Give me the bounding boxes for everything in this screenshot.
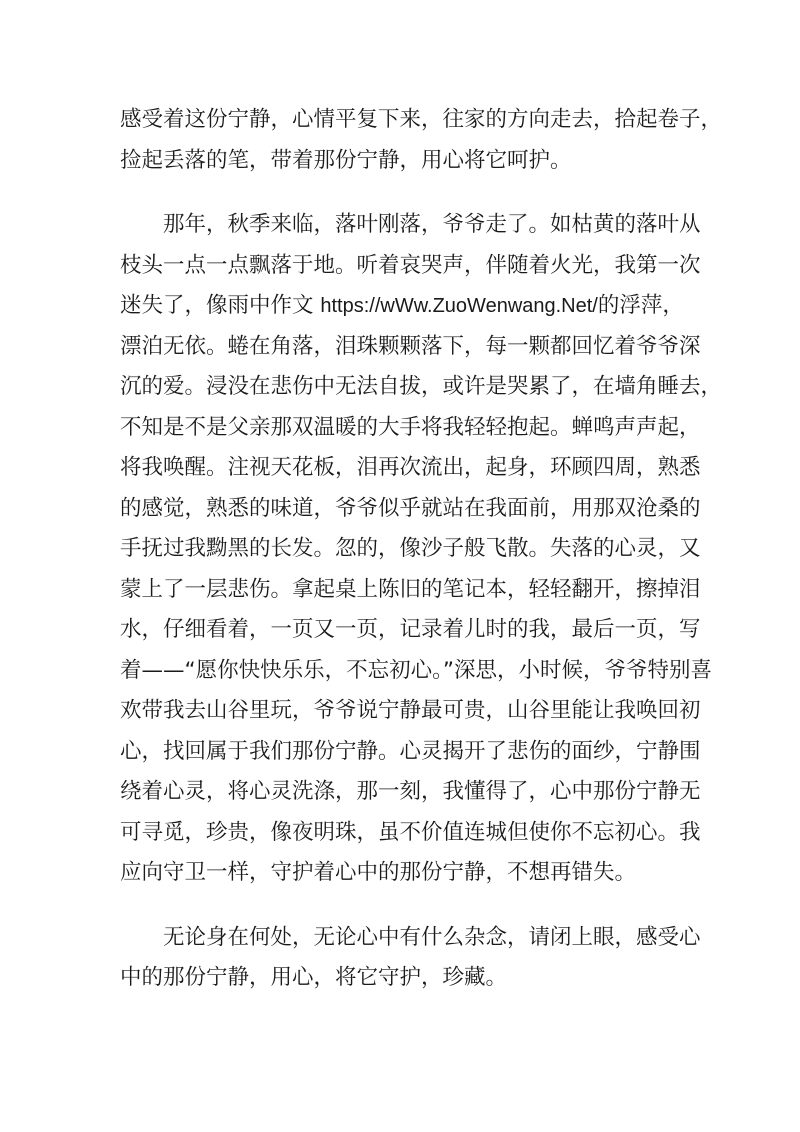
text-line-with-url [120,286,682,327]
url-line-prefix: 迷失了，像雨中作文 [120,293,321,318]
text-line: 中的那份宁静，用心，将它守护，珍藏。 [120,965,508,990]
text-line: 蒙上了一层悲伤。拿起桌上陈旧的笔记本，轻轻翻开，擦掉泪 [120,576,701,602]
text-line: 可寻觅，珍贵，像夜明珠，虽不价值连城但使你不忘初心。我 [120,819,701,845]
text-line: 手抚过我黝黑的长发。忽的，像沙子般飞散。失落的心灵，又 [120,536,701,561]
text-line: 无论身在何处，无论心中有什么杂念，请闭上眼，感受心 [163,924,701,950]
text-line: 应向守卫一样，守护着心中的那份宁静，不想再错失。 [120,860,637,885]
paragraph-gap [120,894,682,918]
url-line-suffix: 的浮萍， [597,293,684,318]
text-line: 心，找回属于我们那份宁静。心灵揭开了悲伤的面纱，宁静围 [120,738,701,764]
text-line: 枝头一点一点飘落于地。听着哀哭声，伴随着火光，我第一次 [120,252,701,278]
text-line: 捡起丢落的笔，带着那份宁静，用心将它呵护。 [120,147,572,173]
document-page [120,100,723,999]
text-line: 感受着这份宁静，心情平复下来，往家的方向走去，拾起卷子， [120,107,723,132]
text-line: 着——“愿你快快乐乐，不忘初心。”深思，小时候，爷爷特别喜 [120,657,713,683]
text-line: 水，仔细看着，一页又一页，记录着儿时的我，最后一页，写 [120,617,701,642]
paragraph-1 [120,100,723,181]
text-line: 绕着心灵，将心灵洗涤，那一刻，我懂得了，心中那份宁静无 [120,779,701,804]
paragraph-2 [120,205,723,894]
url-link[interactable]: https://wWw.ZuoWenwang.Net/ [320,295,598,317]
text-line: 不知是不是父亲那双温暖的大手将我轻轻抱起。蝉鸣声声起， [120,414,701,440]
paragraph-3 [120,918,701,999]
text-line: 漂泊无依。蜷在角落，泪珠颗颗落下，每一颗都回忆着爷爷深 [120,333,701,359]
text-line: 沉的爱。浸没在悲伤中无法自拔，或许是哭累了，在墙角睡去， [120,374,723,399]
text-line: 那年，秋季来临，落叶刚落，爷爷走了。如枯黄的落叶从 [163,212,701,237]
text-line: 将我唤醒。注视天花板，泪再次流出，起身，环顾四周，熟悉 [120,455,701,480]
paragraph-gap [120,181,682,205]
text-line: 欢带我去山谷里玩，爷爷说宁静最可贵，山谷里能让我唤回初 [120,698,701,723]
text-line: 的感觉，熟悉的味道，爷爷似乎就站在我面前，用那双沧桑的 [120,495,701,521]
